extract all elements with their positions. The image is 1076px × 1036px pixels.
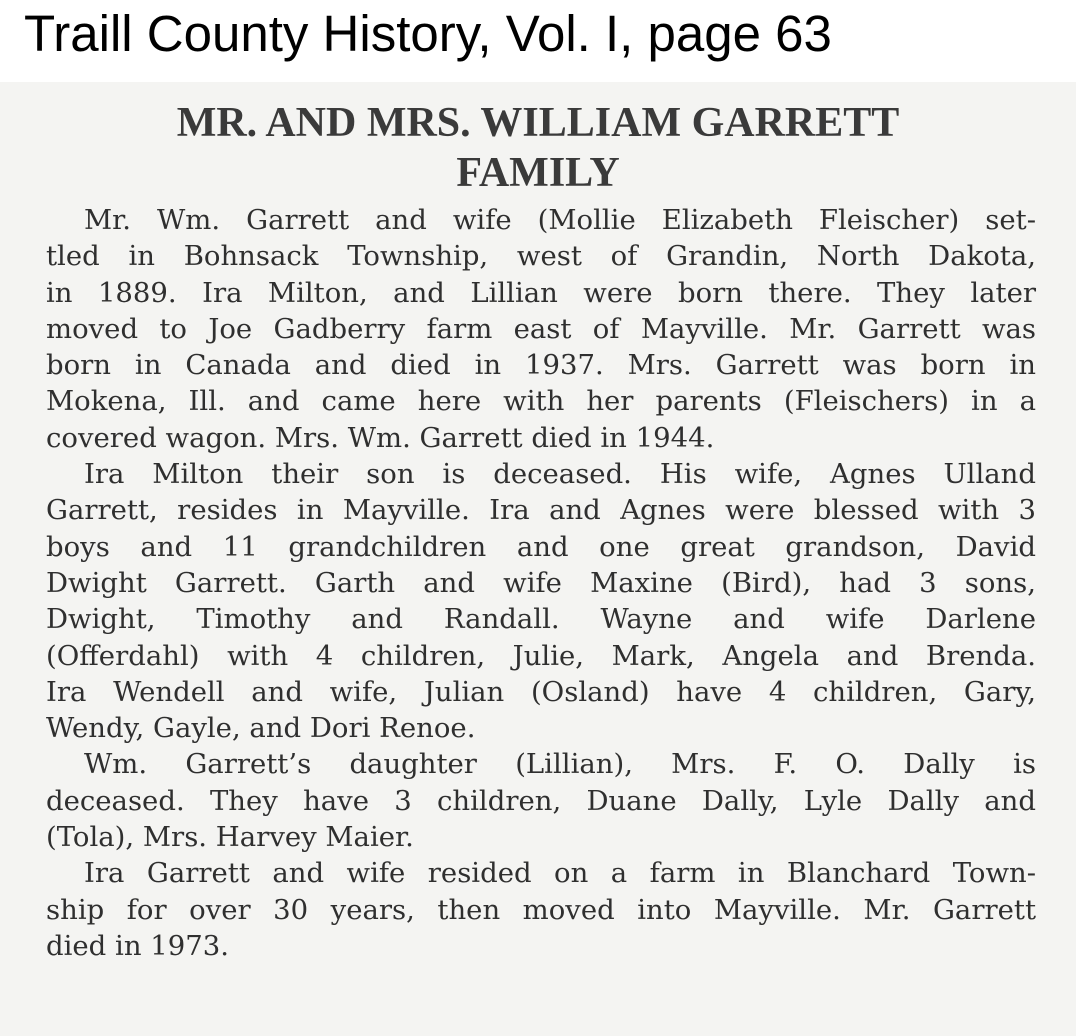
text-line: Ira Milton their son is deceased. His wife, Agnes Ulland	[84, 458, 1036, 491]
text-line: ship for over 30 years, then moved into Mayville. Mr. Garrett	[46, 893, 1036, 926]
text-line: Ira Garrett and wife resided on a farm in Blanchard Town-	[84, 857, 1036, 890]
article-body	[46, 202, 1036, 964]
source-header	[0, 0, 1076, 82]
text-line: (Tola), Mrs. Harvey Maier.	[46, 821, 414, 854]
text-line: tled in Bohnsack Township, west of Grandin, North Dakota,	[46, 240, 1036, 273]
text-line: boys and 11 grandchildren and one great grandson, David	[46, 530, 1036, 563]
paragraph-lillian	[46, 746, 1036, 855]
title-line: MR. AND MRS. WILLIAM GARRETT	[176, 100, 900, 146]
article-title	[0, 98, 1076, 198]
text-line: Mr. Wm. Garrett and wife (Mollie Elizabeth Fleischer) set-	[84, 204, 1036, 236]
text-line: Mokena, Ill. and came here with her parents (Fleischers) in a	[46, 385, 1036, 418]
text-line: Wendy, Gayle, and Dori Renoe.	[46, 712, 476, 745]
text-line: (Offerdahl) with 4 children, Julie, Mark, Angela and Brenda.	[46, 639, 1036, 672]
text-line: Dwight, Timothy and Randall. Wayne and wife Darlene	[46, 603, 1036, 636]
text-line: in 1889. Ira Milton, and Lillian were born there. They later	[46, 276, 1036, 309]
paragraph-ira-milton	[46, 456, 1036, 746]
text-line: Garrett, resides in Mayville. Ira and Agnes were blessed with 3	[46, 494, 1036, 527]
text-line: born in Canada and died in 1937. Mrs. Garrett was born in	[46, 349, 1036, 382]
text-line: deceased. They have 3 children, Duane Dally, Lyle Dally and	[46, 784, 1036, 817]
source-caption: Traill County History, Vol. I, page 63	[24, 5, 832, 62]
text-line: Dwight Garrett. Garth and wife Maxine (Bird), had 3 sons,	[46, 566, 1036, 599]
paragraph-ira-garrett	[46, 855, 1036, 964]
text-line: Wm. Garrett’s daughter (Lillian), Mrs. F. O. Dally is	[84, 748, 1036, 781]
text-line: moved to Joe Gadberry farm east of Mayville. Mr. Garrett was	[46, 312, 1036, 345]
paragraph-settlement	[46, 202, 1036, 456]
text-line: covered wagon. Mrs. Wm. Garrett died in 1944.	[46, 421, 715, 454]
text-line: died in 1973.	[46, 929, 229, 962]
title-line: FAMILY	[456, 150, 620, 196]
text-line: Ira Wendell and wife, Julian (Osland) have 4 children, Gary,	[46, 675, 1036, 708]
scanned-page	[0, 82, 1076, 1036]
